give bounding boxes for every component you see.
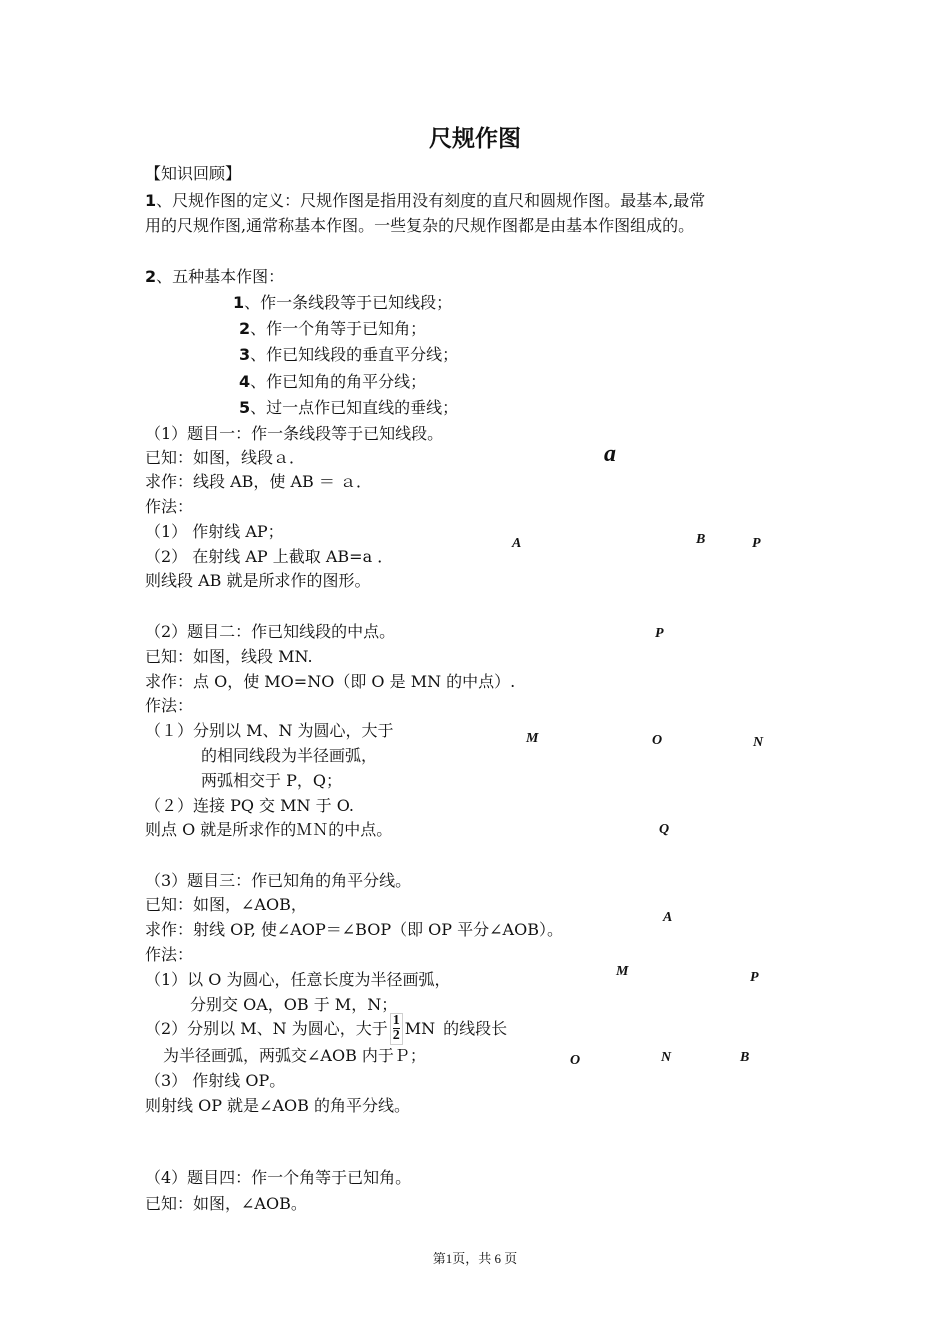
problem2-step-1c: 两弧相交于 P，Q； [201,771,342,790]
point-label-Q: Q [659,822,670,837]
problem1-required: 求作：线段 AB，使 AB ＝ ａ． [145,472,372,491]
page-title: 尺规作图 [429,126,521,152]
basic-item-2 [239,318,426,340]
problem2-method-label: 作法： [145,696,194,715]
problem2-title: （2）题目二：作已知线段的中点。 [145,622,396,641]
point-label-M: M [526,731,539,746]
point-label-O: O [570,1053,581,1068]
basic-item-4 [239,371,426,393]
fraction-half [390,1013,403,1045]
basic-item-text: 、作已知角的角平分线； [250,372,427,391]
item-number: 2 [239,319,251,338]
problem3-step-1: （1）以 O 为圆心，任意长度为半径画弧， [145,970,451,989]
item-number: 5 [239,398,251,417]
problem3-conclusion: 则射线 OP 就是∠AOB 的角平分线。 [145,1096,410,1115]
point-label-P: P [750,970,759,985]
problem4-title: （4）题目四：作一个角等于已知角。 [145,1168,412,1187]
page-footer: 第1页，共 6 页 [432,1251,518,1266]
problem3-method-label: 作法： [145,945,194,964]
item-number: 1 [233,293,245,312]
problem1-step-2: （2） 在射线 AP 上截取 AB=a ． [145,547,394,566]
fraction-denominator: 2 [392,1028,400,1043]
five-basic-heading [145,266,284,288]
point-label-N: N [753,735,764,750]
problem3-step-2 [145,1012,507,1046]
problem3-step-2-tail: 的线段长 [443,1019,508,1038]
problem2-given: 已知：如图，线段 MN. [145,647,313,666]
problem3-step-2b: 为半径画弧，两弧交∠AOB 内于Ｐ； [163,1046,426,1065]
problem2-step-1: （１）分别以 M、N 为圆心，大于 [145,721,394,740]
point-label-N: N [661,1050,672,1065]
problem2-step-2: （２）连接 PQ 交 MN 于 O. [145,796,354,815]
definition-line-1 [145,190,705,212]
point-label-A: A [663,910,673,925]
problem3-step-1b: 分别交 OA，OB 于 M，N； [190,995,398,1014]
point-label-O: O [652,733,663,748]
problem1-method-label: 作法： [145,497,194,516]
problem2-conclusion: 则点 O 就是所求作的ＭＮ的中点。 [145,820,393,839]
problem4-given: 已知：如图，∠AOB。 [145,1194,307,1213]
item-number: 1 [145,191,157,210]
section-header: 【知识回顾】 [145,164,242,183]
fraction-numerator: 1 [392,1013,400,1028]
problem3-required: 求作：射线 OP, 使∠AOP＝∠BOP（即 OP 平分∠AOB）。 [145,920,563,939]
item-number: 2 [145,267,157,286]
point-label-B: B [740,1050,750,1065]
basic-item-text: 、过一点作已知直线的垂线； [250,398,459,417]
problem3-title: （3）题目三：作已知角的角平分线。 [145,871,412,890]
point-label-B: B [696,532,706,547]
point-label-A: A [512,536,522,551]
definition-line-2: 用的尺规作图,通常称基本作图。一些复杂的尺规作图都是由基本作图组成的。 [145,216,695,235]
problem2-step-1b: 的相同线段为半径画弧， [201,746,378,765]
fraction-label: MN [404,1019,436,1038]
problem1-title: （1）题目一：作一条线段等于已知线段。 [145,424,444,443]
problem3-given: 已知：如图，∠AOB， [145,895,307,914]
item-number: 4 [239,372,251,391]
definition-text-1: 、尺规作图的定义：尺规作图是指用没有刻度的直尺和圆规作图。最基本,最常 [156,191,706,210]
point-label-a: a [604,441,616,467]
basic-item-1 [233,292,452,314]
point-label-P: P [655,626,664,641]
basic-item-text: 、作已知线段的垂直平分线； [250,345,459,364]
problem1-given: 已知：如图，线段ａ． [145,448,306,467]
problem1-conclusion: 则线段 AB 就是所求作的图形。 [145,571,371,590]
five-basic-heading-text: 、五种基本作图： [156,267,285,286]
basic-item-text: 、作一条线段等于已知线段； [244,293,453,312]
problem2-required: 求作：点 O，使 MO=NO（即 O 是 MN 的中点）. [145,672,516,691]
basic-item-3 [239,344,458,366]
point-label-M: M [616,964,629,979]
problem3-step-2-text: （2）分别以 M、N 为圆心，大于 [145,1019,388,1038]
problem1-step-1: （1） 作射线 AP； [145,522,284,541]
point-label-P: P [752,536,761,551]
basic-item-text: 、作一个角等于已知角； [250,319,427,338]
problem3-step-3: （3） 作射线 OP。 [145,1071,286,1090]
basic-item-5 [239,397,458,419]
item-number: 3 [239,345,251,364]
